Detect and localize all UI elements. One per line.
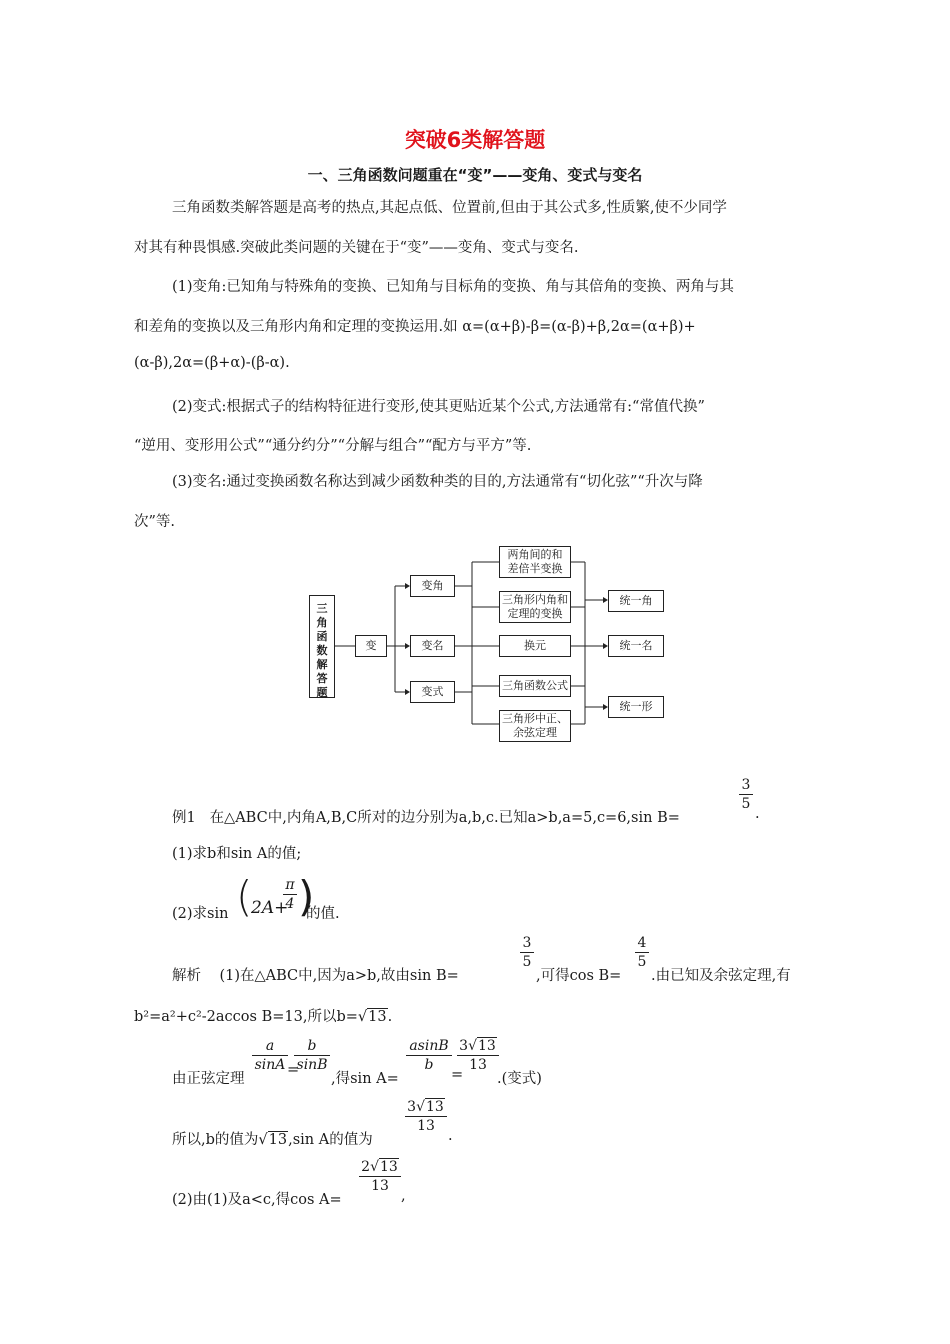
example-stem [172, 806, 680, 827]
comma: , [401, 1188, 406, 1204]
solution-line-1b: ,可得cos B= [536, 968, 622, 984]
fraction-numerator: 3√13 [459, 1038, 496, 1054]
solution-line-2: b²=a²+c²-2accos B=13,所以b=√13. [134, 1009, 393, 1025]
diagram-method-box-2: 三角形内角和 定理的变换 [499, 591, 571, 623]
example-label: 例1 [172, 810, 196, 826]
sinA-fraction [406, 1037, 452, 1074]
fraction-numerator: b [307, 1038, 317, 1054]
left-paren: ( [236, 872, 253, 921]
period: . [448, 1128, 453, 1144]
item2-line-2: “逆用、变形用公式”“通分约分”“分解与组合”“配方与平方”等. [134, 438, 532, 454]
fraction-numerator: 3 [522, 935, 532, 951]
fraction-numerator: 3√13 [407, 1099, 444, 1115]
fraction-numerator: 2√13 [361, 1159, 398, 1175]
solution-line-5: (2)由(1)及a<c,得cos A= [172, 1192, 342, 1208]
solution-line-3-prefix: 由正弦定理 [172, 1071, 245, 1087]
fraction-denominator: b [424, 1057, 434, 1073]
diagram-mid-box-angle: 变角 [410, 575, 455, 597]
diagram-goal-box-angle: 统一角 [608, 590, 664, 612]
fraction-numerator: 3 [741, 777, 751, 793]
diagram-method-box-3: 换元 [499, 635, 571, 657]
fraction-denominator: 4 [285, 896, 295, 912]
diagram-mid-box-name: 变名 [410, 635, 455, 657]
fraction-numerator: 4 [637, 935, 647, 951]
solution-line-1a: (1)在△ABC中,因为a>b,故由sin B= [219, 968, 459, 984]
fraction-denominator: 13 [371, 1178, 389, 1194]
solution-line-1c: .由已知及余弦定理,有 [651, 968, 791, 984]
diagram-mid-box-form: 变式 [410, 681, 455, 703]
solution-line-3-mid: ,得sin A= [331, 1071, 399, 1087]
item3-line-1: (3)变名:通过变换函数名称达到减少函数种类的目的,方法通常有“切化弦”“升次与降 [172, 474, 703, 490]
solution-line-4: 所以,b的值为√13,sin A的值为 [172, 1132, 373, 1148]
diagram-center-box: 变 [355, 635, 387, 657]
solution-line-4-text-b: ,sin A的值为 [288, 1132, 373, 1148]
fraction-denominator: sinB [296, 1057, 328, 1073]
item1-line-2: 和差角的变换以及三角形内角和定理的变换运用.如 α=(α+β)-β=(α-β)+β,2α=(α+β)+ [134, 319, 696, 335]
diagram-method-box-1: 两角间的和 差倍半变换 [499, 546, 571, 578]
diagram-method-box-5: 三角形中正、 余弦定理 [499, 710, 571, 742]
solution-line-2-text: b²=a²+c²-2accos B=13,所以b= [134, 1009, 358, 1025]
fraction-denominator: 5 [522, 954, 532, 970]
fraction-denominator: 5 [637, 954, 647, 970]
diagram-method-box-4: 三角函数公式 [499, 675, 571, 697]
item3-line-2: 次”等. [134, 514, 176, 530]
fraction-numerator: asinB [409, 1038, 449, 1054]
solution-label: 解析 [172, 968, 201, 984]
solution-fraction-sinB [520, 934, 534, 971]
equals-sign-2: = [451, 1067, 464, 1083]
law-of-sines-fraction-a [252, 1037, 288, 1074]
cosA-fraction [359, 1158, 401, 1195]
solution-line-1 [172, 964, 459, 985]
diagram-goal-box-name: 统一名 [608, 635, 664, 657]
law-of-sines-fraction-b [294, 1037, 330, 1074]
example-stem-period: . [755, 806, 760, 822]
solution-line-4-text-a: 所以,b的值为 [172, 1132, 259, 1148]
right-paren: ) [298, 872, 315, 921]
pi-over-4-fraction [283, 876, 297, 913]
example-stem-fraction [739, 776, 753, 813]
fraction-denominator: sinA [254, 1057, 286, 1073]
diagram-root-box: 三 角 函 数 解 答 题 [309, 595, 335, 698]
item1-line-3: (α-β),2α=(β+α)-(β-α). [134, 355, 290, 371]
section-title: 一、三角函数问题重在“变”——变角、变式与变名 [307, 166, 643, 184]
example-stem-text: 在△ABC中,内角A,B,C所对的边分别为a,b,c.已知a>b,a=5,c=6,sin B= [209, 810, 680, 826]
sqrt-radicand: 13 [268, 1132, 288, 1148]
diagram-goal-box-form: 统一形 [608, 696, 664, 718]
page-title: 突破6类解答题 [404, 128, 546, 152]
sqrt-radicand: 13 [368, 1009, 387, 1025]
fraction-numerator: π [285, 877, 295, 893]
item2-line-1: (2)变式:根据式子的结构特征进行变形,使其更贴近某个公式,方法通常有:“常值代换” [172, 399, 705, 415]
sqrt-sign: √ [357, 1009, 368, 1025]
fraction-denominator: 13 [417, 1118, 435, 1134]
final-sinA-fraction [405, 1098, 447, 1135]
question-2-prefix: (2)求sin [172, 906, 229, 922]
fraction-denominator: 5 [741, 796, 751, 812]
solution-fraction-cosB [635, 934, 649, 971]
question-2-inner: 2A+ [251, 898, 289, 918]
sinA-value-fraction [457, 1037, 499, 1074]
question-2-suffix: 的值. [306, 906, 340, 922]
fraction-numerator: a [265, 1038, 275, 1054]
equals-sign: = [287, 1062, 300, 1078]
question-1: (1)求b和sin A的值; [172, 846, 302, 862]
solution-line-3-suffix: .(变式) [497, 1071, 542, 1087]
fraction-denominator: 13 [469, 1057, 487, 1073]
intro-line-1: 三角函数类解答题是高考的热点,其起点低、位置前,但由于其公式多,性质繁,使不少同学 [172, 200, 727, 216]
item1-line-1: (1)变角:已知角与特殊角的变换、已知角与目标角的变换、角与其倍角的变换、两角与其 [172, 279, 734, 295]
intro-line-2: 对其有种畏惧感.突破此类问题的关键在于“变”——变角、变式与变名. [134, 240, 579, 256]
